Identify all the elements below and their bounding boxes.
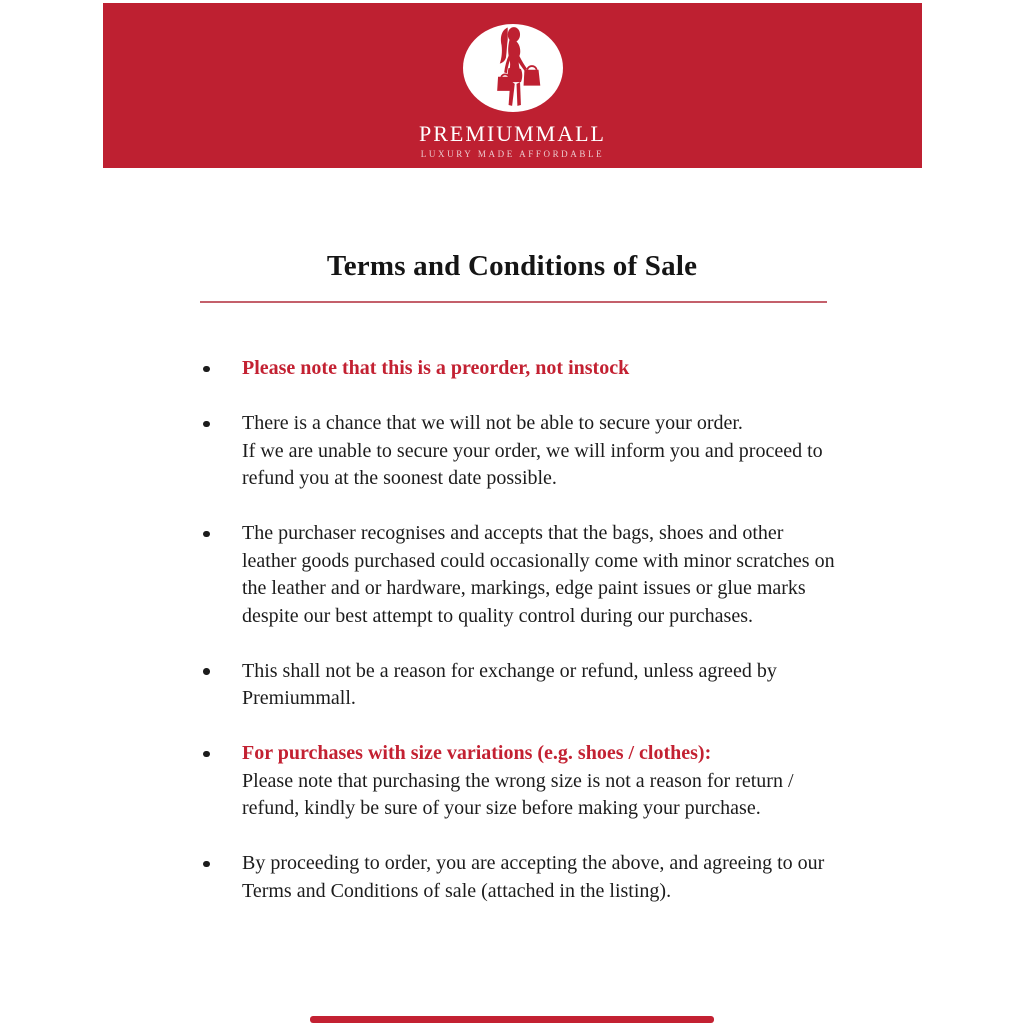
term-line: For purchases with size variations (e.g. shoes / clothes):	[242, 742, 712, 764]
term-line: By proceeding to order, you are accepting the above, and agreeing to our	[242, 852, 825, 874]
title-divider	[200, 301, 827, 303]
header-banner	[103, 3, 922, 168]
term-item	[200, 520, 860, 630]
brand-wordmark: PREMIUMMALL	[418, 121, 606, 146]
page-title: Terms and Conditions of Sale	[326, 250, 698, 282]
term-line: The purchaser recognises and accepts that the bags, shoes and other	[242, 522, 784, 544]
term-line: There is a chance that we will not be able to secure your order.	[242, 412, 743, 434]
term-line: This shall not be a reason for exchange or refund, unless agreed by	[242, 659, 777, 682]
term-line: the leather and or hardware, markings, edge paint issues or glue marks	[242, 577, 806, 599]
bullet-icon	[200, 520, 242, 548]
brand-tagline: LUXURY MADE AFFORDABLE	[420, 149, 605, 159]
term-line: despite our best attempt to quality control during our purchases.	[242, 604, 753, 627]
term-text	[242, 355, 860, 383]
term-item	[200, 658, 860, 713]
term-text	[242, 658, 860, 713]
bullet-icon	[200, 850, 242, 878]
bullet-icon	[200, 740, 242, 768]
term-line: refund, kindly be sure of your size before making your purchase.	[242, 797, 761, 819]
bullet-icon	[200, 658, 242, 686]
term-line: If we are unable to secure your order, we will inform you and proceed to	[242, 439, 823, 462]
term-line: Please note that purchasing the wrong size is not a reason for return /	[242, 769, 794, 792]
bottom-accent-bar	[310, 1016, 714, 1023]
term-line: Please note that this is a preorder, not instock	[242, 357, 630, 379]
bullet-icon	[200, 410, 242, 438]
bullet-icon	[200, 355, 242, 383]
term-item	[200, 740, 860, 823]
term-line: leather goods purchased could occasionally come with minor scratches on	[242, 549, 835, 572]
term-text	[242, 410, 860, 493]
term-text	[242, 520, 860, 630]
brand-logo	[463, 24, 563, 112]
terms-list	[200, 355, 860, 933]
term-line: refund you at the soonest date possible.	[242, 467, 557, 489]
term-text	[242, 740, 860, 823]
term-text	[242, 850, 860, 905]
term-item	[200, 410, 860, 493]
term-item	[200, 850, 860, 905]
term-line: Premiummall.	[242, 687, 356, 709]
term-line: Terms and Conditions of sale (attached in the listing).	[242, 879, 672, 902]
term-item	[200, 355, 860, 383]
